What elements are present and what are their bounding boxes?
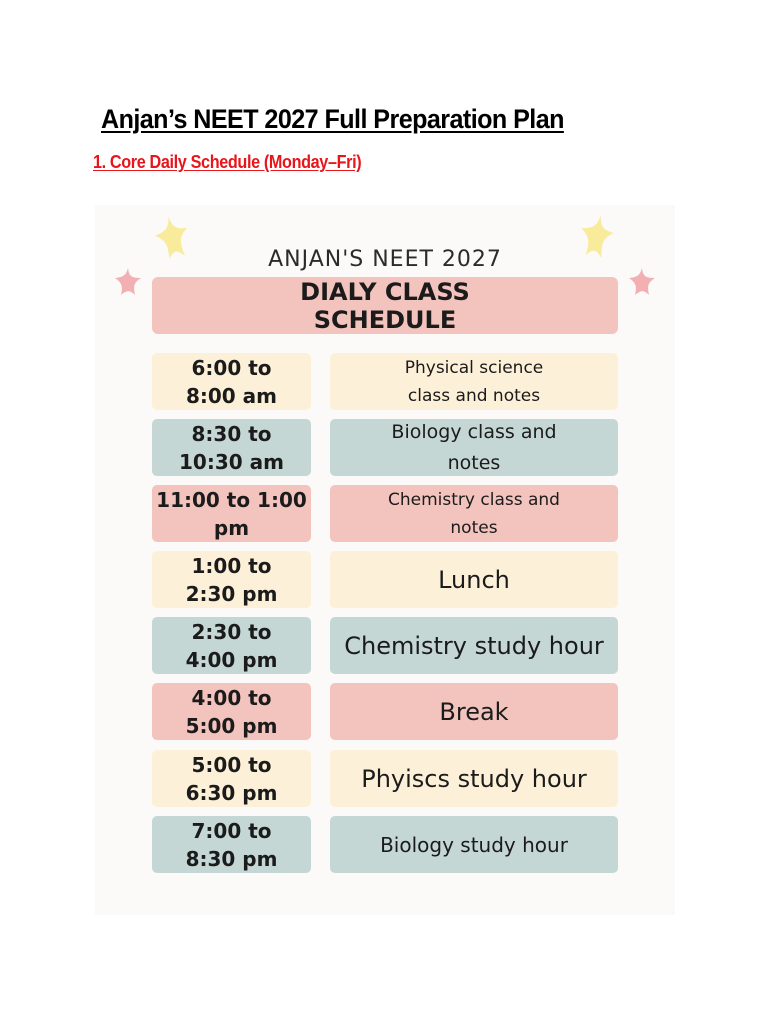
activity: Chemistry class and notes bbox=[330, 485, 618, 542]
time-slot: 4:00 to 5:00 pm bbox=[152, 683, 311, 740]
document-title: Anjan’s NEET 2027 Full Preparation Plan bbox=[101, 104, 564, 134]
banner-line-2: SCHEDULE bbox=[313, 306, 457, 334]
schedule-row bbox=[152, 485, 618, 542]
time-slot: 8:30 to 10:30 am bbox=[152, 419, 311, 476]
activity: Biology study hour bbox=[330, 816, 618, 873]
banner-line-1: DIALY CLASS bbox=[300, 278, 470, 306]
activity: Break bbox=[330, 683, 618, 740]
schedule-banner bbox=[152, 277, 618, 334]
activity: Physical science class and notes bbox=[330, 353, 618, 410]
schedule-row bbox=[152, 353, 618, 410]
poster-heading: ANJAN'S NEET 2027 bbox=[268, 247, 502, 272]
activity: Phyiscs study hour bbox=[330, 750, 618, 807]
activity: Biology class and notes bbox=[330, 419, 618, 476]
time-slot: 6:00 to 8:00 am bbox=[152, 353, 311, 410]
schedule-row bbox=[152, 816, 618, 873]
schedule-row bbox=[152, 750, 618, 807]
activity: Lunch bbox=[330, 551, 618, 608]
activity: Chemistry study hour bbox=[330, 617, 618, 674]
time-slot: 7:00 to 8:30 pm bbox=[152, 816, 311, 873]
schedule-row bbox=[152, 419, 618, 476]
time-slot: 2:30 to 4:00 pm bbox=[152, 617, 311, 674]
schedule-poster bbox=[95, 205, 675, 915]
schedule-row bbox=[152, 617, 618, 674]
time-slot: 5:00 to 6:30 pm bbox=[152, 750, 311, 807]
section-heading: 1. Core Daily Schedule (Monday–Fri) bbox=[93, 152, 362, 172]
schedule-row bbox=[152, 551, 618, 608]
time-slot: 1:00 to 2:30 pm bbox=[152, 551, 311, 608]
schedule-row bbox=[152, 683, 618, 740]
time-slot: 11:00 to 1:00 pm bbox=[152, 485, 311, 542]
